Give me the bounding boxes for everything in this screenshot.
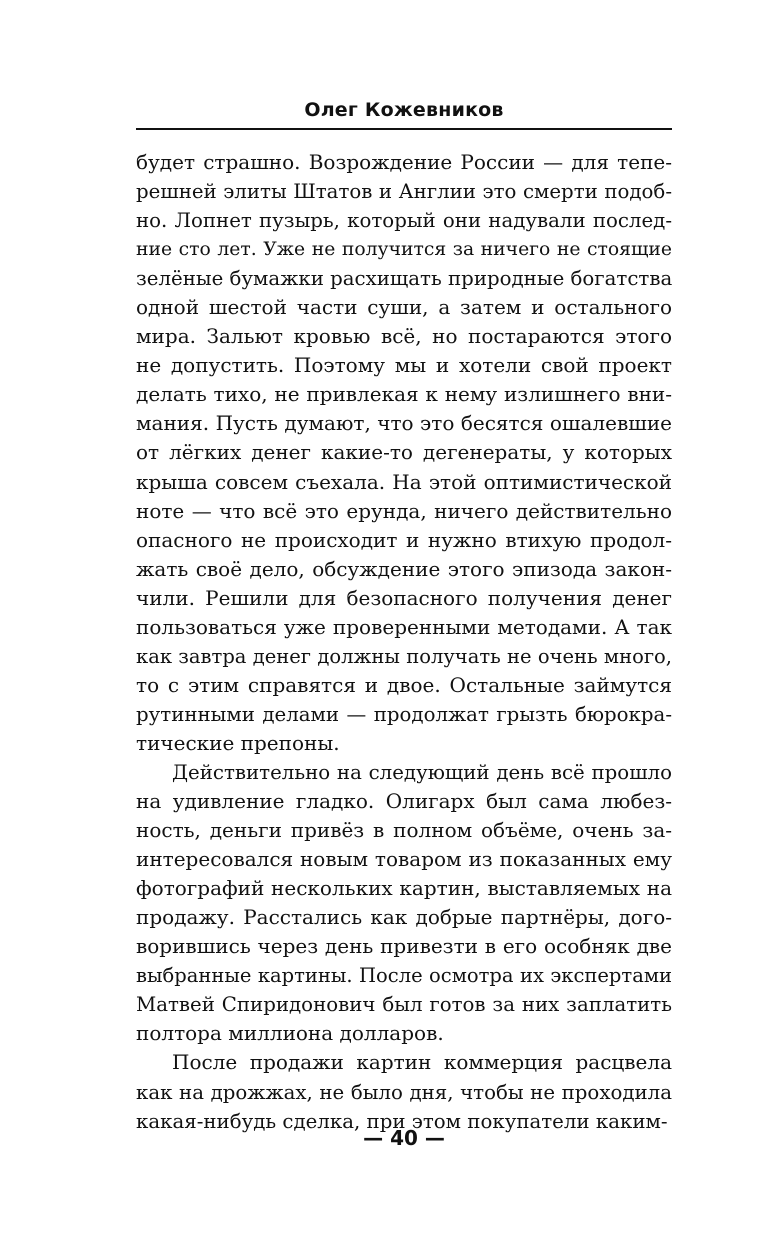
text-line: ность, деньги привёз в полном объёме, очень за-	[136, 818, 672, 843]
text-line: одной шестой части суши, а затем и остального	[136, 295, 672, 320]
text-line: интересовался новым товаром из показанных ему	[136, 847, 672, 872]
text-line: продажу. Расстались как добрые партнёры, дого-	[136, 905, 672, 930]
running-header-author: Олег Кожевников	[304, 99, 504, 121]
text-line: не допустить. Поэтому мы и хотели свой проект	[136, 353, 672, 378]
text-line: решней элиты Штатов и Англии это смерти подоб-	[136, 180, 672, 204]
text-line: опасного не происходит и нужно втихую продол-	[136, 527, 672, 552]
header-rule	[136, 128, 672, 130]
text-line: фотографий нескольких картин, выставляемых на	[136, 876, 672, 901]
text-line: После продажи картин коммерция расцвела	[172, 1050, 672, 1075]
text-line: как завтра денег должны получать не очень много,	[136, 644, 672, 668]
text-line: полтора миллиона долларов.	[136, 1021, 444, 1046]
text-line: будет страшно. Возрождение России — для тепе-	[136, 150, 672, 174]
text-line: но. Лопнет пузырь, который они надували послед-	[136, 209, 672, 233]
text-line: ворившись через день привезти в его особняк две	[136, 934, 672, 959]
paragraph	[136, 758, 672, 1048]
text-line: мания. Пусть думают, что это бесятся ошалевшие	[136, 411, 672, 436]
text-line: то с этим справятся и двое. Остальные займутся	[136, 672, 672, 697]
text-line: Действительно на следующий день всё прошло	[172, 760, 672, 784]
text-line: какая-нибудь сделка, при этом покупатели каким-	[136, 1109, 668, 1133]
text-line: от лёгких денег какие-то дегенераты, у которых	[136, 440, 672, 465]
page-number: — 40 —	[363, 1126, 445, 1150]
paragraph	[136, 148, 672, 758]
paragraph	[136, 1048, 672, 1135]
text-line: мира. Зальют кровью всё, но постараются этого	[136, 324, 672, 349]
text-line: на удивление гладко. Олигарх был сама любез-	[136, 789, 672, 814]
text-line: Матвей Спиридонович был готов за них заплатить	[136, 993, 672, 1017]
text-line: пользоваться уже проверенными методами. А так	[136, 614, 672, 639]
text-line: крыша совсем съехала. На этой оптимистической	[136, 469, 672, 494]
text-line: ние сто лет. Уже не получится за ничего не стоящие	[136, 239, 672, 261]
book-body-text	[136, 148, 672, 1136]
text-line: чили. Решили для безопасного получения денег	[136, 585, 672, 610]
text-line: жать своё дело, обсуждение этого эпизода закон-	[136, 556, 672, 581]
text-line: тические препоны.	[136, 730, 340, 755]
text-line: как на дрожжах, не было дня, чтобы не проходила	[136, 1080, 672, 1104]
text-line: выбранные картины. После осмотра их экспертами	[136, 964, 672, 988]
text-line: делать тихо, не привлекая к нему излишнего вни-	[136, 382, 672, 407]
text-line: рутинными делами — продолжат грызть бюрокра-	[136, 702, 672, 726]
text-line: зелёные бумажки расхищать природные богатства	[136, 267, 672, 291]
text-line: ноте — что всё это ерунда, ничего действительно	[136, 498, 672, 523]
